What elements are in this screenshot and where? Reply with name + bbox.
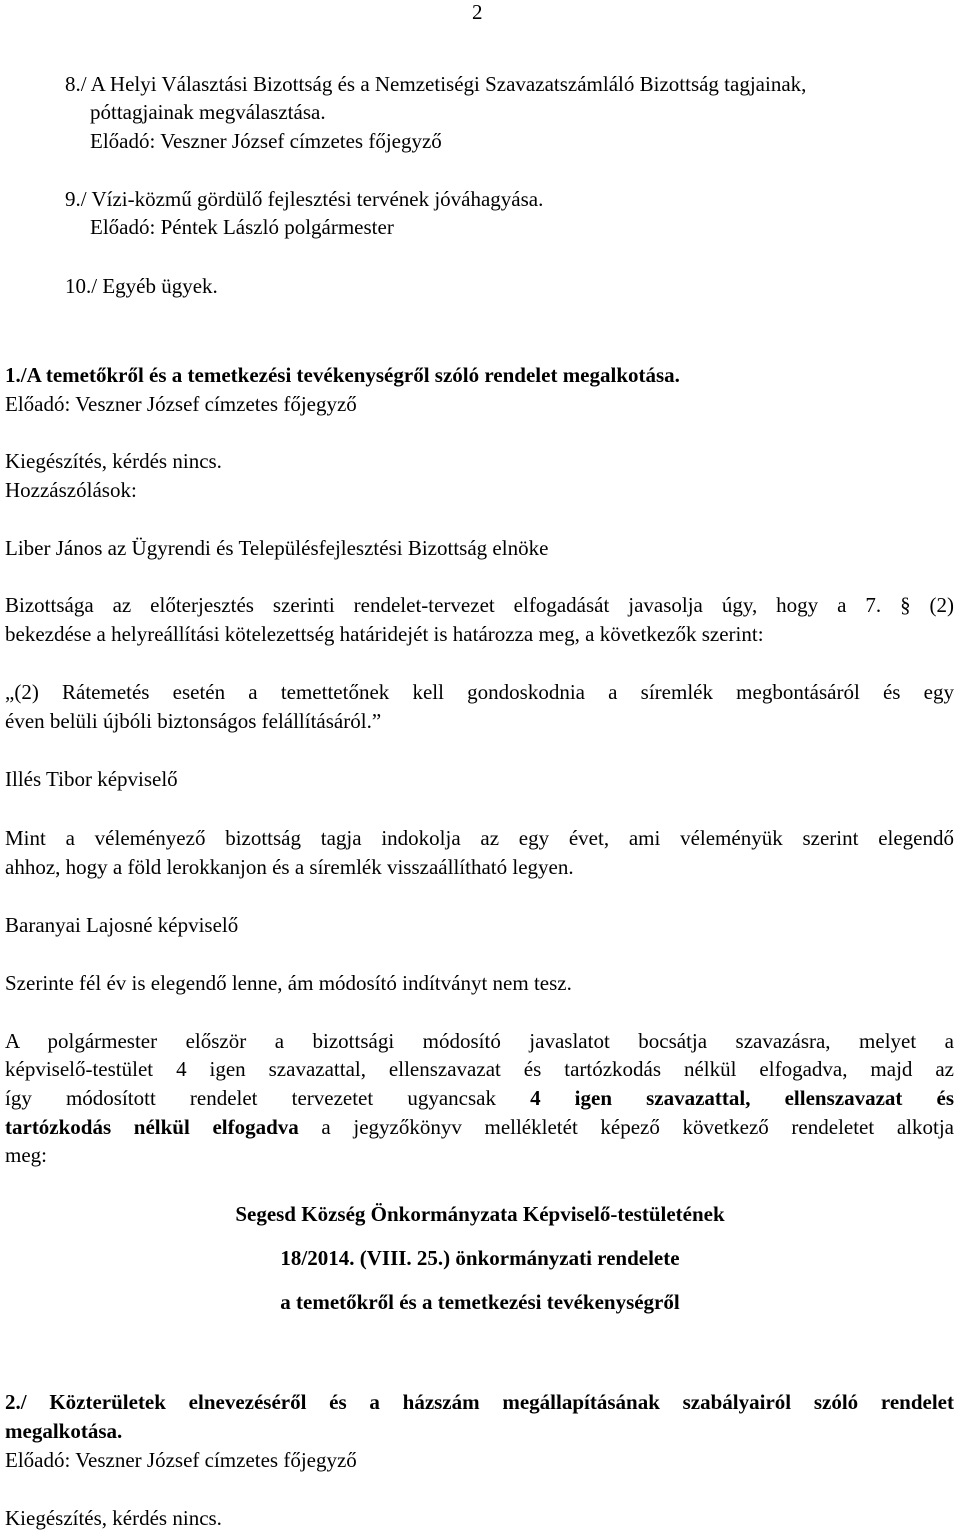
vote-line1: A polgármester először a bizottsági módosító javaslatot bocsátja szavazásra, melyet a — [5, 1029, 954, 1053]
vote-line3-plain: így módosított rendelet tervezetet ugyancsak — [5, 1086, 496, 1110]
speaker3-text: Szerinte fél év is elegendő lenne, ám módosító indítványt nem tesz. — [5, 971, 572, 995]
section2-heading-line1: 2./ Közterületek elnevezéséről és a házszám megállapításának szabályairól szóló rendelet — [5, 1390, 954, 1414]
vote-line3 — [5, 1084, 954, 1112]
vote-line5: meg: — [5, 1143, 47, 1167]
speaker1-text-line1: Bizottsága az előterjesztés szerinti rendelet-tervezet elfogadását javasolja úgy, hogy a 7. § (2) — [5, 593, 954, 617]
agenda-item-8-line2: póttagjainak megválasztása. — [90, 100, 326, 124]
decree-title-line2: 18/2014. (VIII. 25.) önkormányzati rendelete — [280, 1246, 680, 1270]
section1-comments-label: Hozzászólások: — [5, 478, 137, 502]
vote-line4 — [5, 1113, 954, 1141]
vote-line4-plain: a jegyzőkönyv mellékletét képező következő rendeletet alkotja — [321, 1115, 954, 1139]
speaker1-name: Liber János az Ügyrendi és Településfejlesztési Bizottság elnöke — [5, 536, 549, 560]
section1-presenter: Előadó: Veszner József címzetes főjegyző — [5, 392, 357, 416]
decree-title-line3: a temetőkről és a temetkezési tevékenységről — [280, 1290, 680, 1314]
agenda-item-10-title: 10./ Egyéb ügyek. — [65, 274, 218, 298]
speaker3-name: Baranyai Lajosné képviselő — [5, 913, 239, 937]
agenda-item-8-presenter: Előadó: Veszner József címzetes főjegyző — [90, 129, 442, 153]
section1-no-questions: Kiegészítés, kérdés nincs. — [5, 449, 222, 473]
section2-heading-line2: megalkotása. — [5, 1419, 123, 1443]
page-number: 2 — [472, 0, 483, 24]
quote-line2: éven belüli újbóli biztonságos felállításáról.” — [5, 709, 382, 733]
quote-line1: „(2) Rátemetés esetén a temettetőnek kell gondoskodnia a síremlék megbontásáról és egy — [5, 680, 954, 704]
decree-title-line1: Segesd Község Önkormányzata Képviselő-testületének — [235, 1202, 725, 1226]
vote-line2: képviselő-testület 4 igen szavazattal, ellenszavazat és tartózkodás nélkül elfogadva, majd az — [5, 1057, 954, 1081]
speaker2-text-line2: ahhoz, hogy a föld lerokkanjon és a síremlék visszaállítható legyen. — [5, 855, 574, 879]
speaker2-name: Illés Tibor képviselő — [5, 767, 178, 791]
speaker1-text-line2: bekezdése a helyreállítási kötelezettség határidejét is határozza meg, a következők szerint: — [5, 622, 764, 646]
agenda-item-8-line1: 8./ A Helyi Választási Bizottság és a Nemzetiségi Szavazatszámláló Bizottság tagjainak, — [65, 72, 807, 96]
speaker2-text-line1: Mint a véleményező bizottság tagja indokolja az egy évet, ami véleményük szerint elegendő — [5, 826, 954, 850]
agenda-item-9-title: 9./ Vízi-közmű gördülő fejlesztési tervének jóváhagyása. — [65, 187, 544, 211]
section2-no-questions: Kiegészítés, kérdés nincs. — [5, 1506, 222, 1530]
agenda-item-9-presenter: Előadó: Péntek László polgármester — [90, 215, 394, 239]
vote-line4-bold: tartózkodás nélkül elfogadva — [5, 1115, 299, 1139]
section1-heading: 1./A temetőkről és a temetkezési tevékenységről szóló rendelet megalkotása. — [5, 363, 680, 387]
vote-line3-bold: 4 igen szavazattal, ellenszavazat és — [530, 1086, 955, 1110]
section2-presenter: Előadó: Veszner József címzetes főjegyző — [5, 1448, 357, 1472]
